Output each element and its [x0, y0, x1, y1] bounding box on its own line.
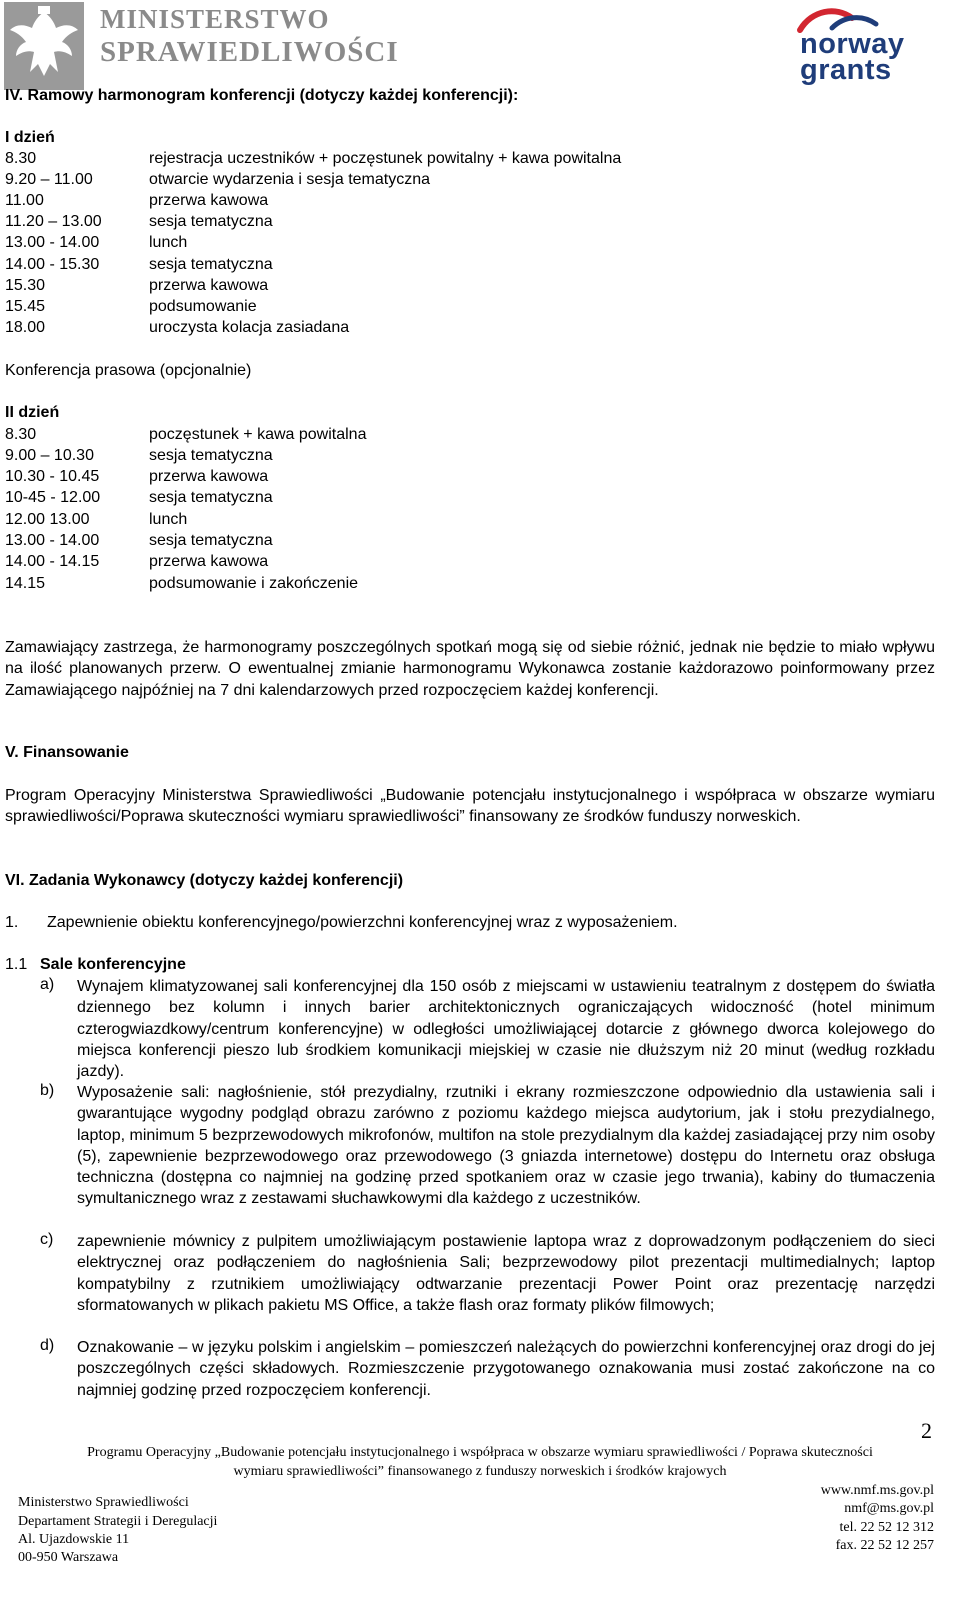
schedule-time: 13.00 - 14.00: [5, 532, 100, 549]
schedule-time: 11.20 – 13.00: [5, 213, 102, 230]
list-item-label: a): [40, 976, 55, 993]
schedule-time: 14.00 - 14.15: [5, 553, 100, 570]
norway-grants-logo: [792, 4, 942, 86]
schedule-desc: podsumowanie: [149, 298, 257, 315]
section6-title: VI. Zadania Wykonawcy (dotyczy każdej konferencji): [5, 872, 404, 889]
section5-title: V. Finansowanie: [5, 744, 129, 761]
schedule-time: 9.20 – 11.00: [5, 171, 93, 188]
grants-text: grants: [800, 54, 892, 86]
ministry-name-line2: SPRAWIEDLIWOŚCI: [100, 36, 399, 68]
list-item-label: c): [40, 1231, 54, 1248]
point1-number: 1.: [5, 914, 19, 931]
schedule-desc: sesja tematyczna: [149, 489, 273, 506]
point1-text: Zapewnienie obiektu konferencyjnego/powierzchni konferencyjnej wraz z wyposażeniem.: [47, 914, 678, 931]
schedule-time: 8.30: [5, 150, 37, 167]
schedule-desc: sesja tematyczna: [149, 213, 273, 230]
schedule-change-note: Zamawiający zastrzega, że harmonogramy poszczególnych spotkań mogą się od siebie różnić, jednak nie będzie to miało wpływu na ilość planowanych przerw. O ewentualnej zmianie harmonogramu Wykonawca zostanie każdorazowo poinformowany przez Zamawiającego najpóźniej na 7 dni kalendarzowych przed rozpoczęciem każdej konferencji.: [5, 639, 935, 699]
day2-label: II dzień: [5, 404, 60, 421]
subsection-title: Sale konferencyjne: [40, 956, 186, 973]
list-item-label: d): [40, 1337, 55, 1354]
schedule-desc: przerwa kawowa: [149, 553, 269, 570]
list-item-text: Wyposażenie sali: nagłośnienie, stół prezydialny, rzutniki i ekrany rozmieszczone odpowiednio dla ustawienia sali i gwarantujące wygodny podgląd obrazu zarówno z poziomu każdego miejsca audytorium, jak i stołu prezydialnego, laptop, minimum 5 bezprzewodowych mikrofonów, multifon na stole prezydialnym dla każdej zasiadającej przy nim osoby (5), zapewnienie bezprzewodowego oraz przewodowego (3 gniazda internetowe) dostępu do Internetu oraz obsługa techniczna (dostępna co najmniej na godzinę przed spotkaniem oraz w czasie jego trwania), kabiny do tłumaczenia symultanicznego wraz z zestawami słuchawkowymi dla każdego z uczestników.: [77, 1084, 935, 1208]
schedule-desc: sesja tematyczna: [149, 447, 273, 464]
schedule-desc: podsumowanie i zakończenie: [149, 575, 359, 592]
schedule-time: 13.00 - 14.00: [5, 234, 100, 251]
schedule-desc: przerwa kawowa: [149, 277, 269, 294]
address-line: Departament Strategii i Deregulacji: [18, 1514, 218, 1529]
address-line: Al. Ujazdowskie 11: [18, 1532, 130, 1547]
footer-program-line1: Programu Operacyjny „Budowanie potencjału instytucjonalnego i współpraca w obszarze wymiaru sprawiedliwości / Poprawa skuteczności: [87, 1445, 873, 1460]
address-line: 00-950 Warszawa: [18, 1550, 119, 1565]
page-number: 2: [921, 1418, 932, 1443]
schedule-time: 14.00 - 15.30: [5, 256, 100, 273]
norway-text: norway: [800, 28, 905, 60]
schedule-desc: uroczysta kolacja zasiadana: [149, 319, 350, 336]
schedule-desc: lunch: [149, 234, 188, 251]
website-link[interactable]: www.nmf.ms.gov.pl: [820, 1483, 934, 1498]
schedule-desc: przerwa kawowa: [149, 192, 269, 209]
list-item-text: Oznakowanie – w języku polskim i angielskim – pomieszczeń należących do powierzchni konferencyjnej oraz drogi do jej poszczególnych części składowych. Rozmieszczenie przygotowanego oznakowania musi zostać zakończone na co najmniej godzinę przed rozpoczęciem konferencji.: [77, 1339, 935, 1399]
schedule-time: 18.00: [5, 319, 46, 336]
phone-number: tel. 22 52 12 312: [839, 1520, 934, 1535]
schedule-time: 8.30: [5, 426, 37, 443]
list-item-label: b): [40, 1082, 55, 1099]
schedule-desc: lunch: [149, 511, 188, 528]
ministry-name-line1: MINISTERSTWO: [100, 4, 330, 34]
schedule-time: 14.15: [5, 575, 46, 592]
section4-title: IV. Ramowy harmonogram konferencji (dotyczy każdej konferencji):: [5, 87, 519, 104]
financing-text: Program Operacyjny Ministerstwa Sprawiedliwości „Budowanie potencjału instytucjonalnego i współpraca w obszarze wymiaru sprawiedliwości/Poprawa skuteczności wymiaru sprawiedliwości” finansowany ze środków funduszy norweskich.: [5, 787, 935, 826]
list-item-text: Wynajem klimatyzowanej sali konferencyjnej dla 150 osób z miejscami w ustawieniu teatralnym z dostępem do światła dziennego bez kolumn i innych barier architektonicznych ograniczających widoczność (hotel minimum czterogwiazdkowy/centrum konferencyjne) w odległości umożliwiającej dotarcie z głównego dworca kolejowego do miejsca konferencji pieszo lub środkiem komunikacji miejskiej w czasie nie dłuższym niż 20 minut (według rozkładu jazdy).: [77, 978, 935, 1081]
schedule-time: 12.00 13.00: [5, 511, 90, 528]
schedule-time: 9.00 – 10.30: [5, 447, 94, 464]
schedule-desc: przerwa kawowa: [149, 468, 269, 485]
schedule-desc: otwarcie wydarzenia i sesja tematyczna: [149, 171, 431, 188]
fax-number: fax. 22 52 12 257: [835, 1538, 934, 1553]
schedule-desc: sesja tematyczna: [149, 532, 273, 549]
day1-label: I dzień: [5, 129, 55, 146]
footer-program-line2: wymiaru sprawiedliwości” finansowanego z funduszy norweskich i środków krajowych: [233, 1464, 727, 1479]
address-line: Ministerstwo Sprawiedliwości: [18, 1495, 189, 1510]
ministry-logo: [4, 2, 404, 92]
list-item-text: zapewnienie mównicy z pulpitem umożliwiającym postawienie laptopa wraz z doprowadzonym podłączeniem do sieci elektrycznej oraz podłączeniem do nagłośnienia Sali; bezprzewodowy pilot prezentacji multimedialnych; laptop kompatybilny z rzutnikiem umożliwiający odtwarzanie prezentacji Power Point oraz prezentację narzędzi sformatowanych w plikach pakietu MS Office, a także flash oraz formaty plików filmowych;: [77, 1233, 935, 1314]
schedule-desc: rejestracja uczestników + poczęstunek powitalny + kawa powitalna: [149, 150, 622, 167]
subsection-number: 1.1: [5, 956, 28, 973]
schedule-time: 10-45 - 12.00: [5, 489, 101, 506]
schedule-time: 10.30 - 10.45: [5, 468, 100, 485]
schedule-time: 15.45: [5, 298, 46, 315]
schedule-desc: poczęstunek + kawa powitalna: [149, 426, 367, 443]
schedule-time: 15.30: [5, 277, 46, 294]
eagle-emblem-icon: [4, 2, 84, 90]
press-conference-note: Konferencja prasowa (opcjonalnie): [5, 362, 252, 379]
schedule-time: 11.00: [5, 192, 44, 209]
schedule-desc: sesja tematyczna: [149, 256, 273, 273]
email-link[interactable]: nmf@ms.gov.pl: [844, 1501, 934, 1516]
